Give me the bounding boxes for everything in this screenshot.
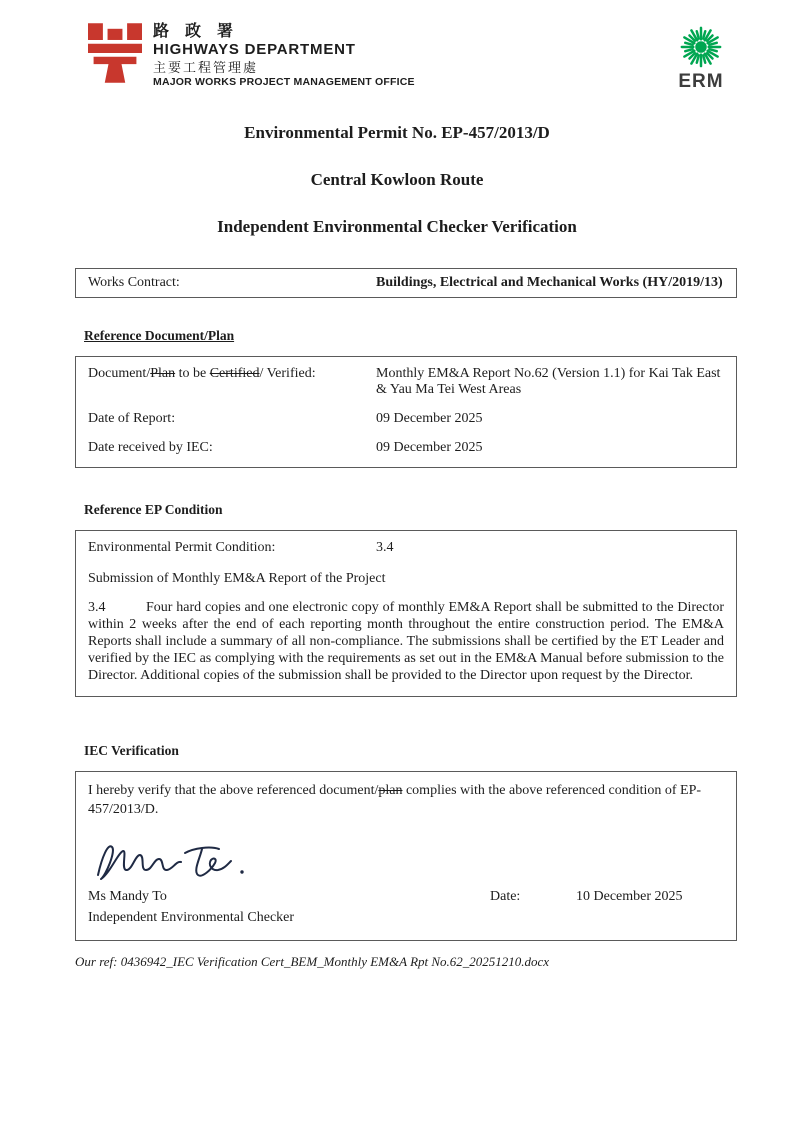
- clause-number: 3.4: [88, 600, 106, 615]
- highways-department-logo-icon: [88, 22, 142, 84]
- condition-subheading: Submission of Monthly EM&A Report of the Project: [88, 571, 386, 586]
- document-label-certified-struck: Certified: [209, 366, 260, 381]
- erm-logo-text: ERM: [678, 71, 724, 92]
- office-name-english: MAJOR WORKS PROJECT MANAGEMENT OFFICE: [153, 76, 415, 89]
- our-ref-line: Our ref: 0436942_IEC Verification Cert_BEM_Monthly EM&A Rpt No.62_20251210.docx: [75, 953, 550, 969]
- project-title: Central Kowloon Route: [310, 170, 484, 189]
- iec-verification-heading: IEC Verification: [84, 743, 179, 759]
- works-contract-label: Works Contract:: [88, 275, 180, 290]
- iec-verification-box: [75, 771, 737, 940]
- date-received-value: 09 December 2025: [376, 440, 483, 455]
- reference-document-heading: Reference Document/Plan: [84, 328, 235, 343]
- reference-condition-box: [75, 530, 737, 697]
- highways-department-logo-group: [88, 22, 415, 90]
- document-row: [76, 357, 736, 405]
- reference-condition-heading: Reference EP Condition: [84, 502, 223, 517]
- signature-date-label: Date:: [490, 888, 521, 904]
- clause-text: Four hard copies and one electronic copy of monthly EM&A Report shall be submitted to the Director within 2 weeks after the end of each reporting month throughout the entire construction period. The EM&A Reports shall include a summary of all non-compliance. The submissions shall be certified by the ET Leader and verified by the IEC as complying with the requirements as set out in the EM&A Manual before submission to the Director. Additional copies of the submission shall be provided to the Director upon request by the Director.: [88, 600, 724, 684]
- verification-title: Independent Environmental Checker Verification: [217, 217, 577, 236]
- erm-logo-icon: [678, 24, 724, 70]
- verification-statement: [76, 772, 736, 818]
- document-label-seg1: Document/: [88, 366, 151, 381]
- signatory-title: Independent Environmental Checker: [88, 909, 295, 925]
- document-label: [88, 366, 376, 398]
- date-received-label: Date received by IEC:: [88, 440, 213, 455]
- permit-title: Environmental Permit No. EP-457/2013/D: [244, 123, 550, 142]
- erm-logo: [678, 24, 724, 93]
- permit-condition-label: Environmental Permit Condition:: [88, 540, 276, 555]
- document-label-seg3: to be: [175, 366, 210, 381]
- title-block: [0, 123, 794, 237]
- signatory-name: Ms Mandy To: [88, 888, 167, 904]
- date-of-report-row: [76, 405, 736, 434]
- statement-plan-struck: plan: [378, 783, 403, 799]
- office-name-chinese: 主要工程管理處: [153, 60, 259, 76]
- document-label-seg5: / Verified:: [259, 366, 316, 381]
- date-of-report-label: Date of Report:: [88, 411, 176, 426]
- works-contract-row: [76, 269, 736, 297]
- dept-name-english: HIGHWAYS DEPARTMENT: [153, 41, 356, 59]
- date-of-report-value: 09 December 2025: [376, 411, 483, 426]
- permit-condition-row: [76, 531, 736, 560]
- reference-document-box: [75, 356, 737, 468]
- signature-icon: [90, 831, 265, 887]
- statement-seg1: I hereby verify that the above referenced document/: [88, 783, 379, 799]
- document-label-plan-struck: Plan: [150, 366, 176, 381]
- works-contract-value: Buildings, Electrical and Mechanical Works (HY/2019/13): [376, 275, 723, 290]
- date-received-row: [76, 434, 736, 467]
- statement-seg3: complies with the above referenced condition of EP-457/2013/D.: [88, 783, 702, 817]
- highways-department-text: [153, 22, 415, 90]
- header: [0, 0, 794, 93]
- document-value: Monthly EM&A Report No.62 (Version 1.1) for Kai Tak East & Yau Ma Tei West Areas: [376, 366, 721, 397]
- works-contract-box: [75, 268, 737, 298]
- permit-condition-value: 3.4: [376, 540, 394, 555]
- dept-name-chinese: 路 政 署: [153, 23, 240, 40]
- condition-clause: [76, 587, 736, 684]
- signature-area: [76, 819, 736, 883]
- signature-date-value: 10 December 2025: [576, 888, 683, 904]
